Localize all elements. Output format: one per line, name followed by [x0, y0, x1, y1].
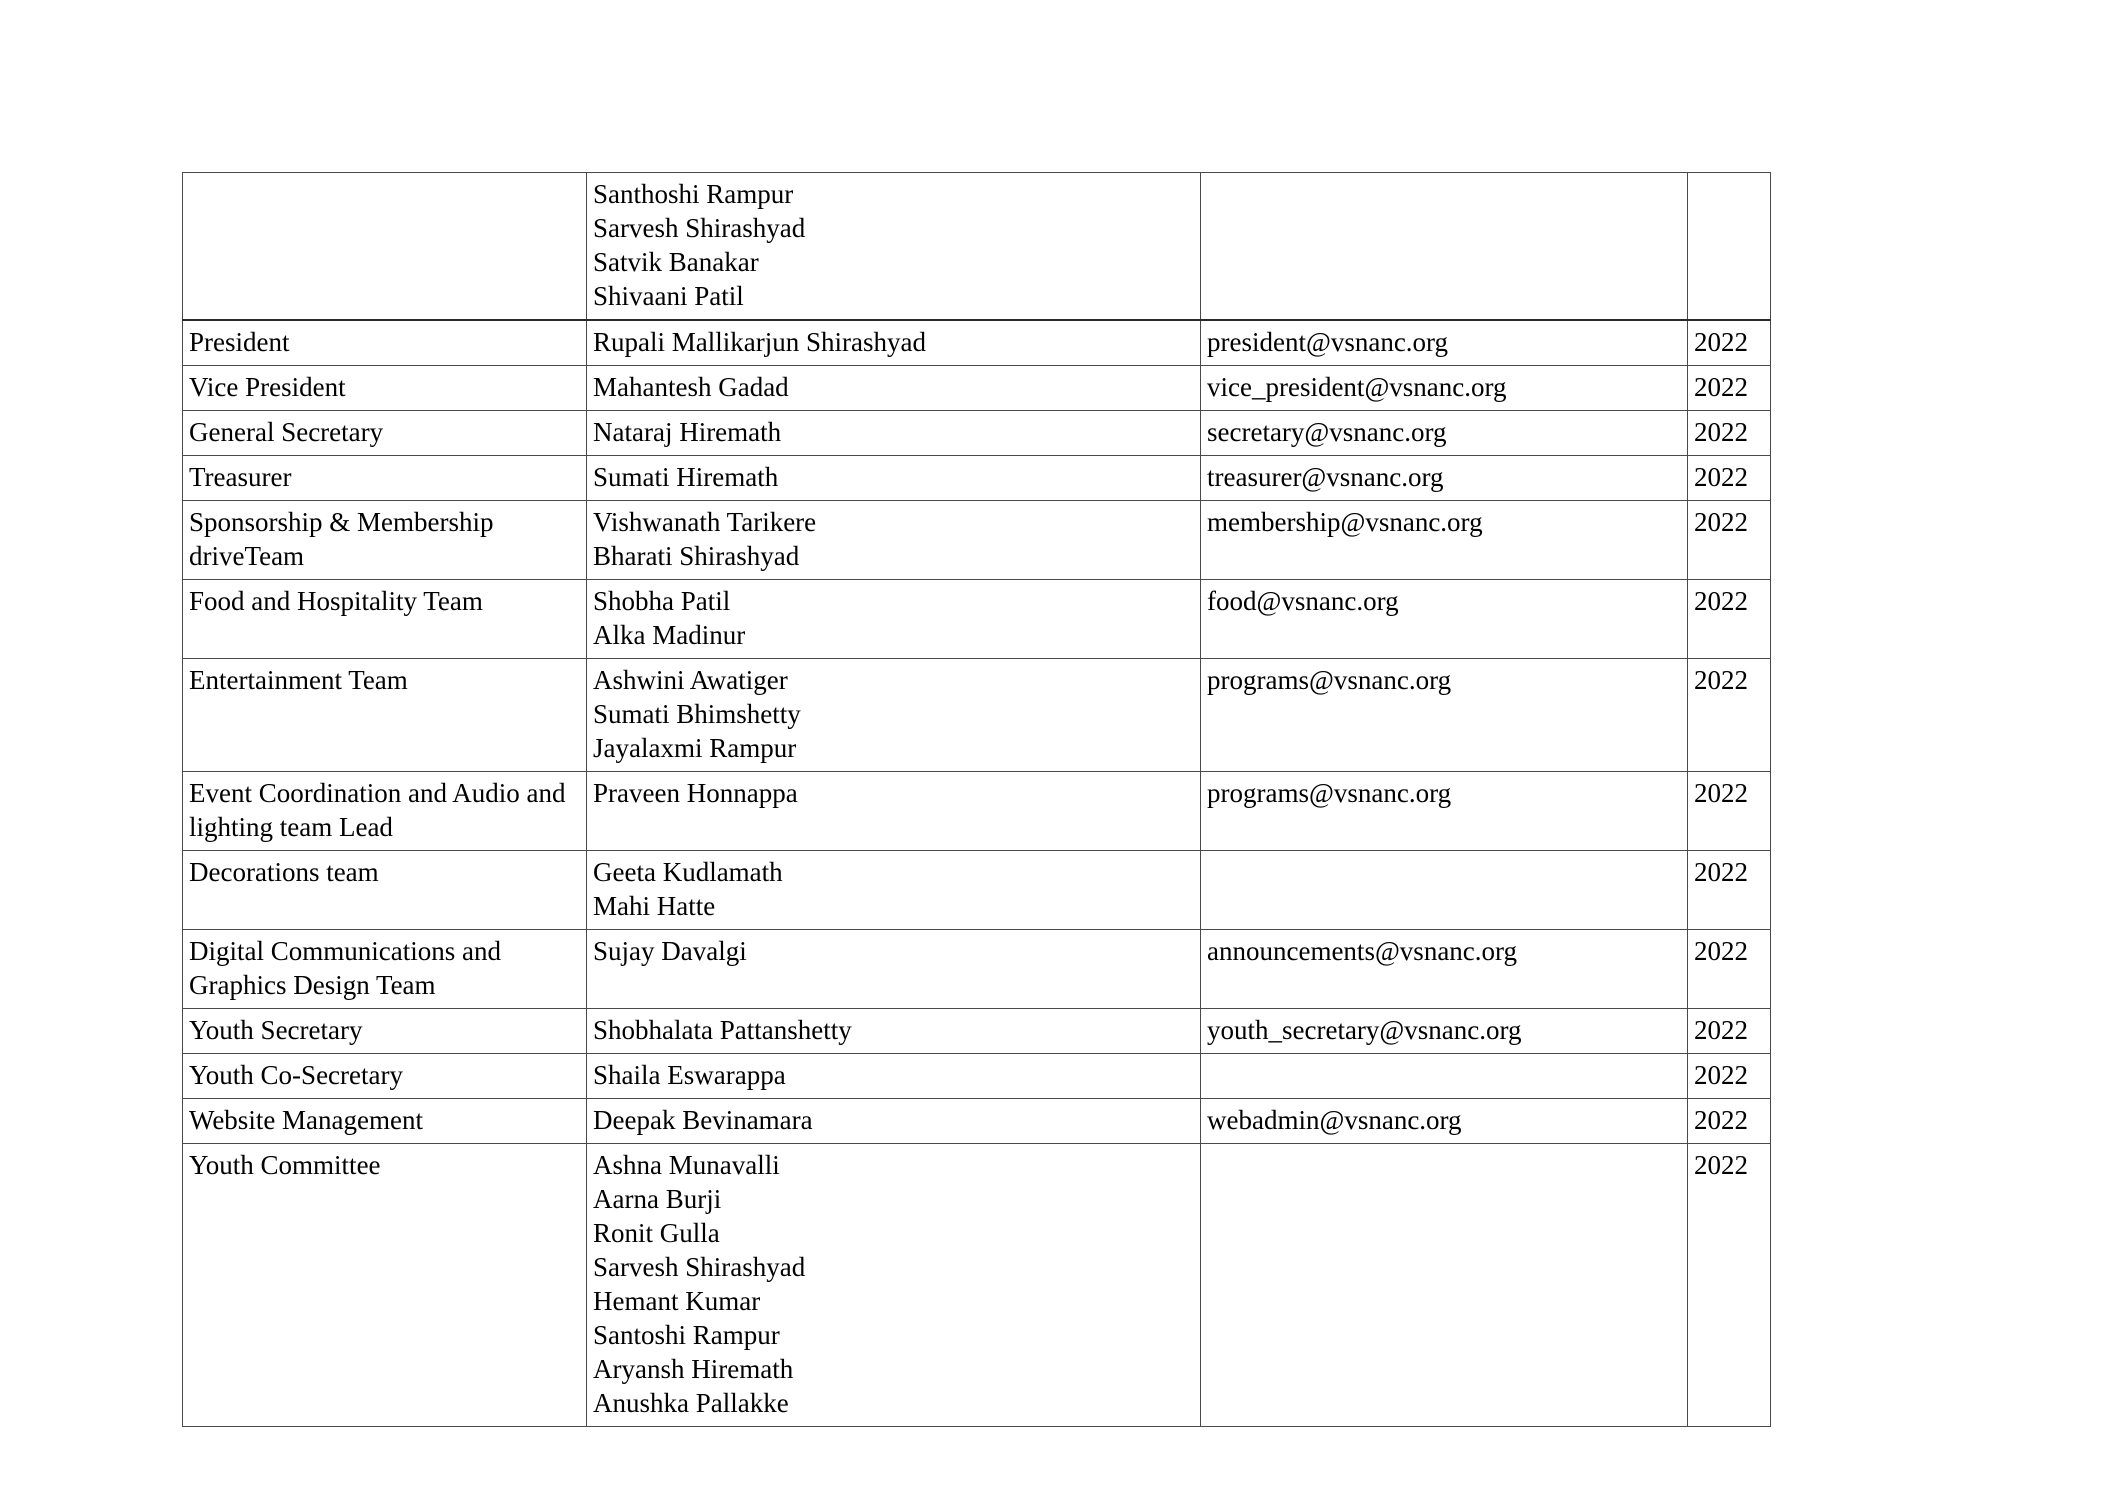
table-row — [183, 456, 1771, 501]
members-cell — [587, 1009, 1201, 1054]
email-text: programs@vsnanc.org — [1207, 778, 1452, 808]
year-cell — [1688, 851, 1771, 930]
role-cell — [183, 851, 587, 930]
year-text: 2022 — [1694, 857, 1748, 887]
year-text: 2022 — [1694, 665, 1748, 695]
member-name: Alka Madinur — [593, 620, 746, 650]
member-name: Ronit Gulla — [593, 1218, 720, 1248]
members-cell — [587, 1144, 1201, 1427]
email-cell — [1201, 366, 1688, 411]
member-name: Santhoshi Rampur — [593, 179, 794, 209]
email-cell — [1201, 1009, 1688, 1054]
year-cell — [1688, 772, 1771, 851]
role-cell — [183, 456, 587, 501]
role-cell — [183, 320, 587, 366]
member-name: Mahi Hatte — [593, 891, 716, 921]
year-text: 2022 — [1694, 586, 1748, 616]
email-text: announcements@vsnanc.org — [1207, 936, 1518, 966]
year-text: 2022 — [1694, 507, 1748, 537]
role-text: Digital Communications and Graphics Design Team — [189, 936, 501, 1000]
email-cell — [1201, 501, 1688, 580]
member-name: Shaila Eswarappa — [593, 1060, 786, 1090]
table-row — [183, 173, 1771, 321]
email-text: treasurer@vsnanc.org — [1207, 462, 1444, 492]
table-row — [183, 1099, 1771, 1144]
email-text: president@vsnanc.org — [1207, 327, 1449, 357]
member-name: Deepak Bevinamara — [593, 1105, 813, 1135]
members-cell — [587, 411, 1201, 456]
member-name: Hemant Kumar — [593, 1286, 761, 1316]
member-name: Sarvesh Shirashyad — [593, 1252, 806, 1282]
role-text: Sponsorship & Membership driveTeam — [189, 507, 494, 571]
member-name: Shobhalata Pattanshetty — [593, 1015, 852, 1045]
committee-roster-table — [182, 172, 1771, 1427]
member-name: Aarna Burji — [593, 1184, 722, 1214]
year-text: 2022 — [1694, 1105, 1748, 1135]
year-text: 2022 — [1694, 1150, 1748, 1180]
email-text: membership@vsnanc.org — [1207, 507, 1483, 537]
table-row — [183, 1144, 1771, 1427]
email-text: webadmin@vsnanc.org — [1207, 1105, 1462, 1135]
member-name: Sumati Hiremath — [593, 462, 779, 492]
email-text: vice_president@vsnanc.org — [1207, 372, 1507, 402]
member-name: Geeta Kudlamath — [593, 857, 783, 887]
role-cell — [183, 1054, 587, 1099]
member-name: Ashna Munavalli — [593, 1150, 780, 1180]
email-cell — [1201, 659, 1688, 772]
role-cell — [183, 1009, 587, 1054]
table-row — [183, 366, 1771, 411]
role-text: Food and Hospitality Team — [189, 586, 483, 616]
year-cell — [1688, 1099, 1771, 1144]
year-cell — [1688, 501, 1771, 580]
role-cell — [183, 501, 587, 580]
role-cell — [183, 173, 587, 321]
member-name: Shivaani Patil — [593, 281, 744, 311]
email-cell — [1201, 1144, 1688, 1427]
members-cell — [587, 930, 1201, 1009]
table-row — [183, 1054, 1771, 1099]
table-row — [183, 320, 1771, 366]
member-name: Shobha Patil — [593, 586, 731, 616]
role-cell — [183, 930, 587, 1009]
year-cell — [1688, 320, 1771, 366]
table-row — [183, 580, 1771, 659]
member-name: Santoshi Rampur — [593, 1320, 780, 1350]
role-text: General Secretary — [189, 417, 384, 447]
year-text: 2022 — [1694, 327, 1748, 357]
members-cell — [587, 580, 1201, 659]
role-text: Treasurer — [189, 462, 292, 492]
member-name: Rupali Mallikarjun Shirashyad — [593, 327, 926, 357]
role-text: Decorations team — [189, 857, 379, 887]
year-cell — [1688, 366, 1771, 411]
table-row — [183, 411, 1771, 456]
member-name: Sujay Davalgi — [593, 936, 747, 966]
member-name: Aryansh Hiremath — [593, 1354, 794, 1384]
email-cell — [1201, 1054, 1688, 1099]
role-text: Event Coordination and Audio and lighting team Lead — [189, 778, 566, 842]
table-row — [183, 772, 1771, 851]
member-name: Sumati Bhimshetty — [593, 699, 801, 729]
year-cell — [1688, 930, 1771, 1009]
email-cell — [1201, 930, 1688, 1009]
email-cell — [1201, 320, 1688, 366]
member-name: Sarvesh Shirashyad — [593, 213, 806, 243]
members-cell — [587, 366, 1201, 411]
members-cell — [587, 501, 1201, 580]
roster-table-body — [183, 173, 1771, 1427]
role-text: Entertainment Team — [189, 665, 408, 695]
members-cell — [587, 659, 1201, 772]
role-text: Website Management — [189, 1105, 423, 1135]
year-cell — [1688, 1009, 1771, 1054]
table-row — [183, 1009, 1771, 1054]
role-text: Youth Co-Secretary — [189, 1060, 403, 1090]
member-name: Praveen Honnappa — [593, 778, 798, 808]
email-cell — [1201, 580, 1688, 659]
members-cell — [587, 772, 1201, 851]
email-cell — [1201, 1099, 1688, 1144]
year-cell — [1688, 659, 1771, 772]
email-text: programs@vsnanc.org — [1207, 665, 1452, 695]
year-text: 2022 — [1694, 372, 1748, 402]
role-cell — [183, 772, 587, 851]
year-text: 2022 — [1694, 936, 1748, 966]
members-cell — [587, 320, 1201, 366]
role-text: Youth Secretary — [189, 1015, 363, 1045]
table-row — [183, 930, 1771, 1009]
year-cell — [1688, 1054, 1771, 1099]
year-cell — [1688, 1144, 1771, 1427]
role-cell — [183, 1144, 587, 1427]
members-cell — [587, 456, 1201, 501]
member-name: Nataraj Hiremath — [593, 417, 782, 447]
role-cell — [183, 411, 587, 456]
members-cell — [587, 851, 1201, 930]
email-text: secretary@vsnanc.org — [1207, 417, 1447, 447]
members-cell — [587, 173, 1201, 321]
member-name: Jayalaxmi Rampur — [593, 733, 797, 763]
email-text: food@vsnanc.org — [1207, 586, 1399, 616]
role-cell — [183, 580, 587, 659]
role-text: Vice President — [189, 372, 346, 402]
year-text: 2022 — [1694, 778, 1748, 808]
roster-table-container — [182, 172, 1770, 1427]
year-text: 2022 — [1694, 1060, 1748, 1090]
role-cell — [183, 366, 587, 411]
role-cell — [183, 659, 587, 772]
table-row — [183, 659, 1771, 772]
year-cell — [1688, 173, 1771, 321]
email-cell — [1201, 772, 1688, 851]
year-text: 2022 — [1694, 1015, 1748, 1045]
member-name: Satvik Banakar — [593, 247, 759, 277]
year-text: 2022 — [1694, 417, 1748, 447]
email-cell — [1201, 411, 1688, 456]
member-name: Mahantesh Gadad — [593, 372, 789, 402]
email-text: youth_secretary@vsnanc.org — [1207, 1015, 1522, 1045]
role-cell — [183, 1099, 587, 1144]
year-cell — [1688, 580, 1771, 659]
year-text: 2022 — [1694, 462, 1748, 492]
role-text: President — [189, 327, 290, 357]
email-cell — [1201, 851, 1688, 930]
email-cell — [1201, 456, 1688, 501]
year-cell — [1688, 411, 1771, 456]
year-cell — [1688, 456, 1771, 501]
member-name: Bharati Shirashyad — [593, 541, 800, 571]
members-cell — [587, 1054, 1201, 1099]
member-name: Ashwini Awatiger — [593, 665, 788, 695]
table-row — [183, 851, 1771, 930]
table-row — [183, 501, 1771, 580]
members-cell — [587, 1099, 1201, 1144]
role-text: Youth Committee — [189, 1150, 381, 1180]
email-cell — [1201, 173, 1688, 321]
member-name: Anushka Pallakke — [593, 1388, 789, 1418]
member-name: Vishwanath Tarikere — [593, 507, 817, 537]
